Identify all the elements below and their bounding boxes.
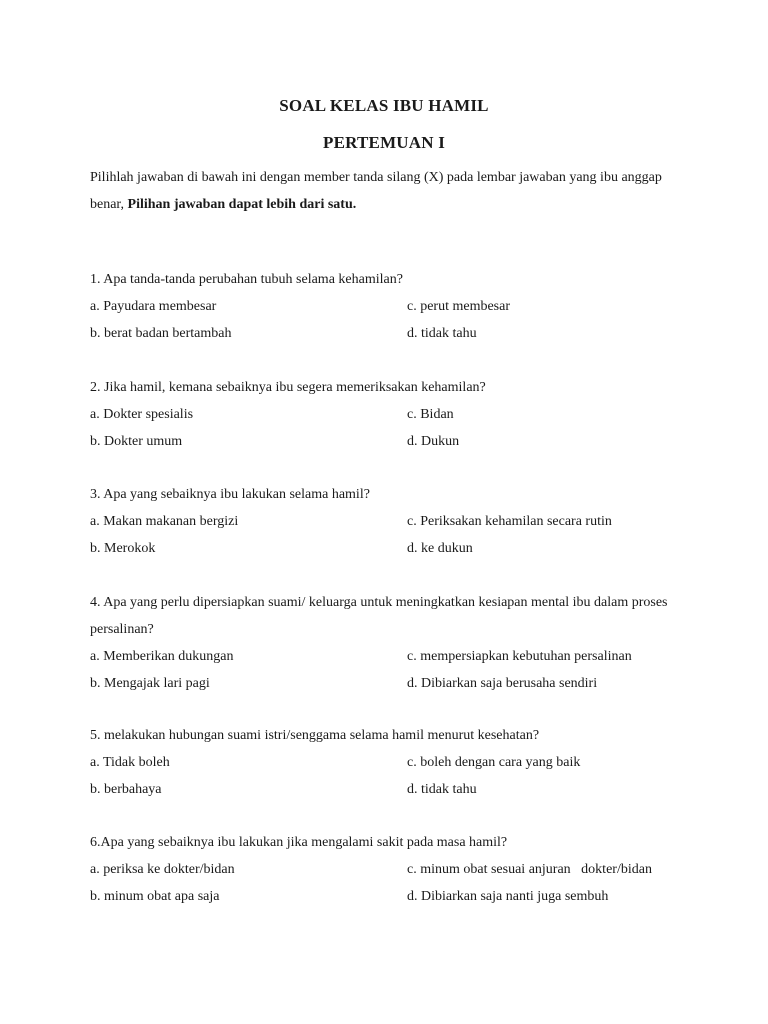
option-c: c. Periksakan kehamilan secara rutin (407, 514, 612, 529)
option-a: a. Tidak boleh (90, 755, 170, 770)
question-2 (90, 374, 690, 455)
document-subtitle: PERTEMUAN I (322, 133, 446, 152)
option-a: a. Makan makanan bergizi (90, 514, 239, 529)
option-d: d. Dibiarkan saja nanti juga sembuh (407, 889, 609, 904)
option-row (90, 428, 690, 455)
question-4 (90, 589, 690, 697)
question-5 (90, 722, 690, 803)
option-row (90, 401, 690, 428)
option-c: c. Bidan (407, 407, 454, 422)
question-text: 5. melakukan hubungan suami istri/senggama selama hamil menurut kesehatan? (90, 728, 540, 743)
option-b: b. berbahaya (90, 782, 162, 797)
question-text: 4. Apa yang perlu dipersiapkan suami/ keluarga untuk meningkatkan kesiapan mental ibu dalam proses persalinan? (90, 595, 668, 637)
option-row (90, 293, 690, 320)
instructions-bold-note: Pilihan jawaban dapat lebih dari satu. (127, 197, 357, 212)
option-c: c. perut membesar (407, 299, 511, 314)
option-a: a. Dokter spesialis (90, 407, 194, 422)
option-row (90, 535, 690, 562)
option-b: b. Merokok (90, 541, 156, 556)
option-d: d. ke dukun (407, 541, 473, 556)
option-d: d. Dukun (407, 434, 460, 449)
question-text: 6.Apa yang sebaiknya ibu lakukan jika mengalami sakit pada masa hamil? (90, 835, 508, 850)
option-d: d. tidak tahu (407, 782, 477, 797)
document-title: SOAL KELAS IBU HAMIL (279, 96, 489, 115)
question-1 (90, 266, 690, 347)
option-row (90, 749, 690, 776)
option-row (90, 643, 690, 670)
question-3 (90, 481, 690, 562)
option-row (90, 776, 690, 803)
instructions (90, 164, 690, 218)
option-c: c. boleh dengan cara yang baik (407, 755, 581, 770)
option-a: a. periksa ke dokter/bidan (90, 862, 235, 877)
option-d: d. tidak tahu (407, 326, 477, 341)
question-text: 3. Apa yang sebaiknya ibu lakukan selama hamil? (90, 487, 370, 502)
instructions-text: Pilihlah jawaban di bawah ini dengan member tanda silang (X) pada lembar jawaban yang ibu anggap benar, (90, 170, 662, 212)
option-a: a. Memberikan dukungan (90, 649, 234, 664)
option-a: a. Payudara membesar (90, 299, 217, 314)
option-b: b. Mengajak lari pagi (90, 676, 210, 691)
option-row (90, 508, 690, 535)
option-row (90, 670, 690, 697)
option-row (90, 883, 690, 910)
option-row (90, 856, 690, 883)
question-6 (90, 829, 690, 910)
option-b: b. berat badan bertambah (90, 326, 232, 341)
option-d: d. Dibiarkan saja berusaha sendiri (407, 676, 598, 691)
question-text: 2. Jika hamil, kemana sebaiknya ibu segera memeriksakan kehamilan? (90, 380, 486, 395)
option-row (90, 320, 690, 347)
option-b: b. minum obat apa saja (90, 889, 220, 904)
question-text: 1. Apa tanda-tanda perubahan tubuh selama kehamilan? (90, 272, 403, 287)
option-b: b. Dokter umum (90, 434, 183, 449)
option-c: c. minum obat sesuai anjuran dokter/bidan (407, 862, 652, 877)
option-c: c. mempersiapkan kebutuhan persalinan (407, 649, 632, 664)
